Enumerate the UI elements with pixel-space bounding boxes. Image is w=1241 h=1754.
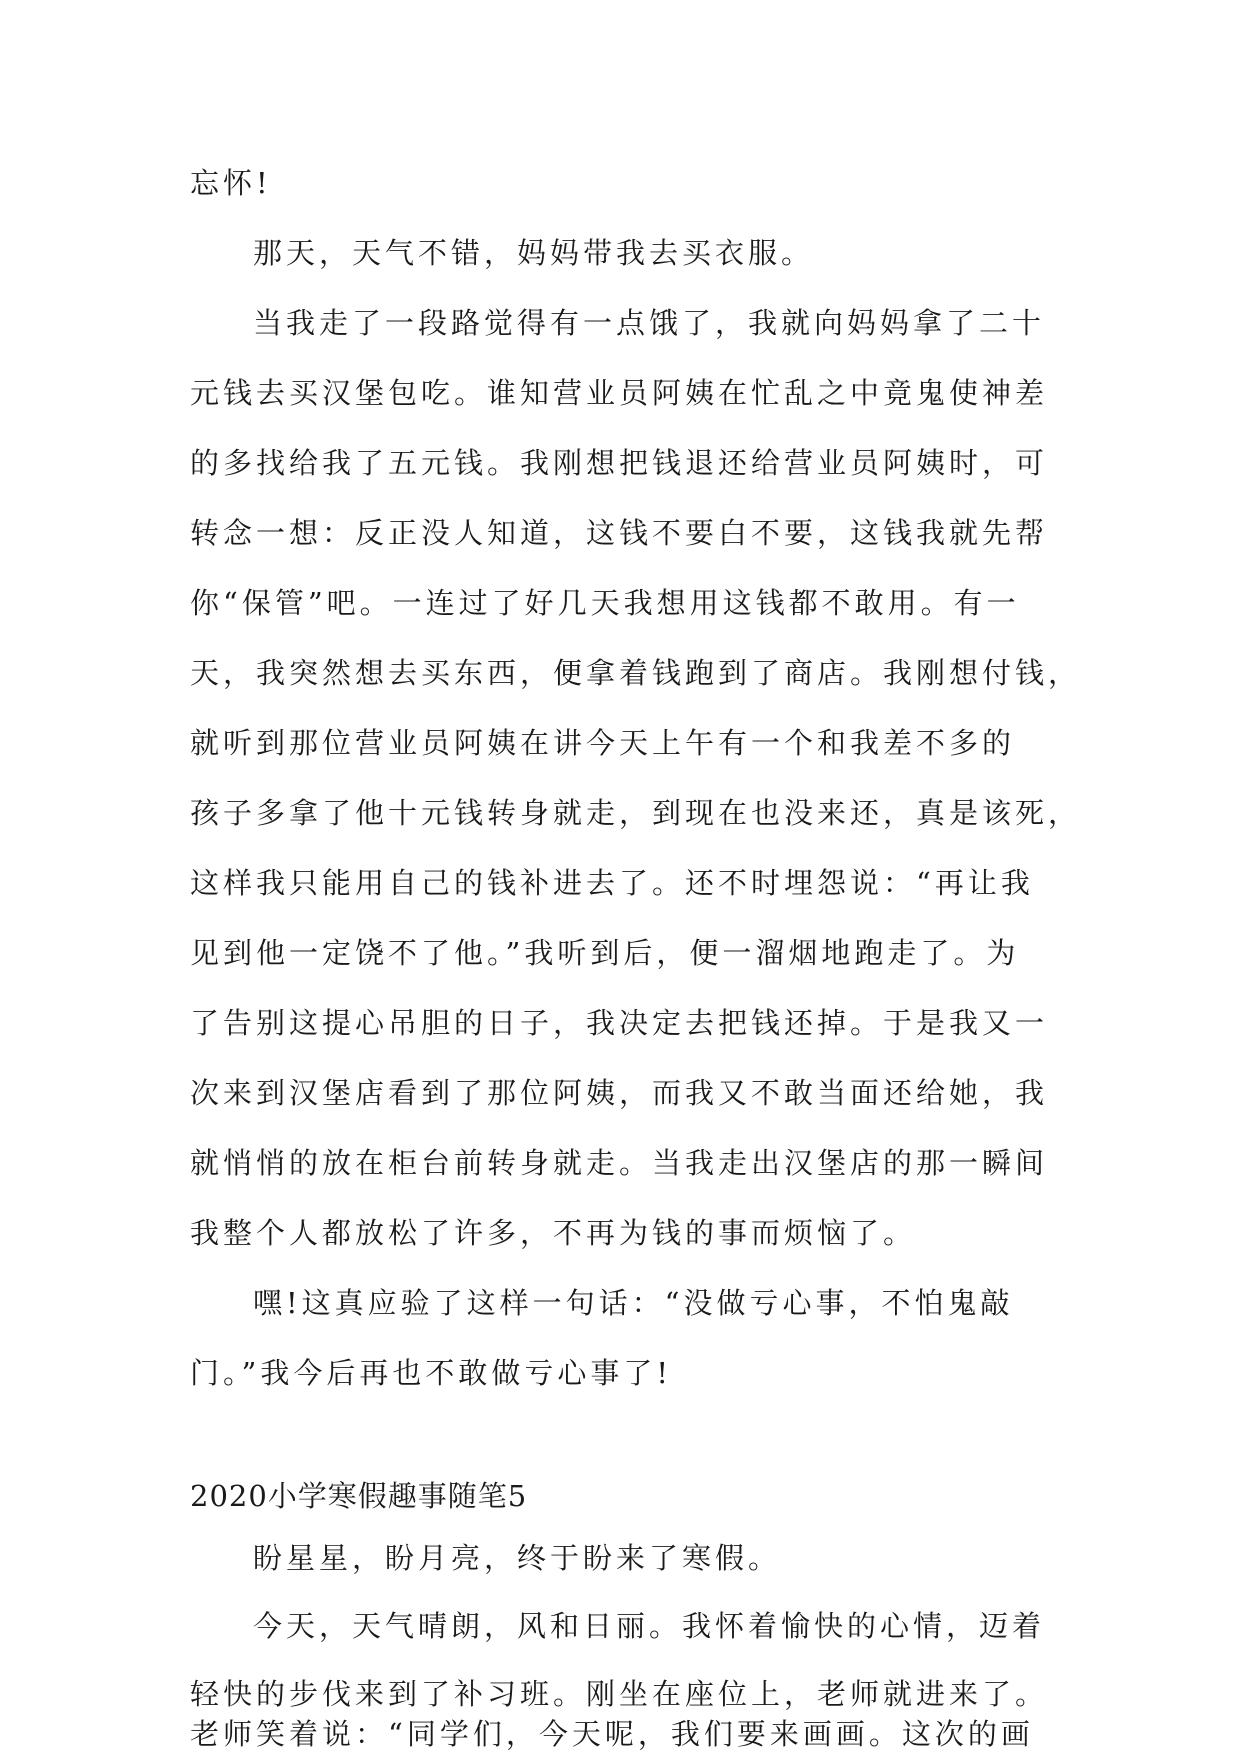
paragraph-line: 了告别这提心吊胆的日子，我决定去把钱还掉。于是我又一 bbox=[190, 1006, 1049, 1040]
paragraph-line: 这样我只能用自己的钱补进去了。还不时埋怨说：“再让我 bbox=[190, 866, 1034, 900]
paragraph-line: 嘿!这真应验了这样一句话：“没做亏心事，不怕鬼敲 bbox=[253, 1286, 1014, 1320]
paragraph-line: 天，我突然想去买东西，便拿着钱跑到了商店。我刚想付钱， bbox=[190, 656, 1082, 690]
paragraph-line: 就听到那位营业员阿姨在讲今天上午有一个和我差不多的 bbox=[190, 726, 1016, 760]
paragraph-line: 我整个人都放松了许多，不再为钱的事而烦恼了。 bbox=[190, 1216, 917, 1250]
paragraph-line: 忘怀! bbox=[190, 166, 272, 200]
paragraph-line: 当我走了一段路觉得有一点饿了，我就向妈妈拿了二十 bbox=[253, 306, 1046, 340]
paragraph-line: 那天，天气不错，妈妈带我去买衣服。 bbox=[253, 236, 815, 270]
section-heading: 2020小学寒假趣事随笔5 bbox=[190, 1479, 528, 1513]
paragraph-line: 盼星星，盼月亮，终于盼来了寒假。 bbox=[253, 1541, 782, 1575]
paragraph-line: 的多找给我了五元钱。我刚想把钱退还给营业员阿姨时，可 bbox=[190, 446, 1049, 480]
paragraph-line: 转念一想：反正没人知道，这钱不要白不要，这钱我就先帮 bbox=[190, 516, 1049, 550]
paragraph-line: 次来到汉堡店看到了那位阿姨，而我又不敢当面还给她，我 bbox=[190, 1076, 1049, 1110]
paragraph-line: 见到他一定饶不了他。”我听到后，便一溜烟地跑走了。为 bbox=[190, 936, 1020, 970]
paragraph-line: 元钱去买汉堡包吃。谁知营业员阿姨在忙乱之中竟鬼使神差 bbox=[190, 376, 1049, 410]
paragraph-line: 轻快的步伐来到了补习班。刚坐在座位上，老师就进来了。 bbox=[190, 1677, 1049, 1711]
paragraph-line: 老师笑着说：“同学们，今天呢，我们要来画画。这次的画 bbox=[190, 1717, 1034, 1751]
paragraph-line: 就悄悄的放在柜台前转身就走。当我走出汉堡店的那一瞬间 bbox=[190, 1146, 1049, 1180]
paragraph-line: 孩子多拿了他十元钱转身就走，到现在也没来还，真是该死， bbox=[190, 796, 1082, 830]
paragraph-line: 今天，天气晴朗，风和日丽。我怀着愉快的心情，迈着 bbox=[253, 1609, 1046, 1643]
paragraph-line: 门。”我今后再也不敢做亏心事了! bbox=[190, 1356, 672, 1390]
paragraph-line: 你“保管”吧。一连过了好几天我想用这钱都不敢用。有一 bbox=[190, 586, 1020, 620]
